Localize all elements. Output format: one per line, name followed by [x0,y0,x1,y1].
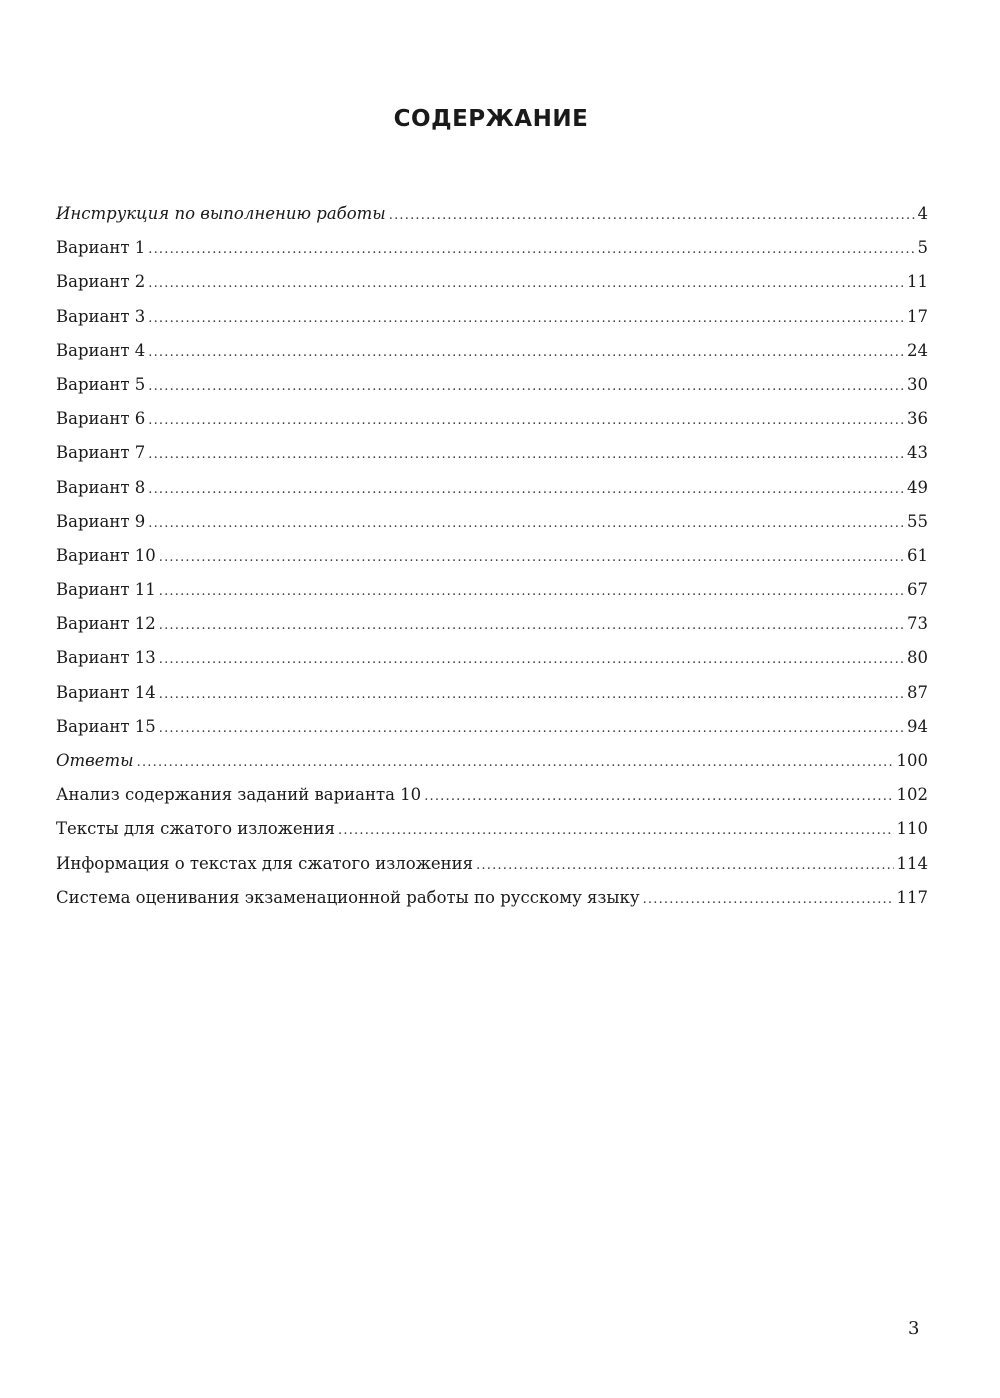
toc-entry-label: Инструкция по выполнению работы [56,204,386,223]
toc-dot-leader [148,507,904,541]
toc-entry-page: 87 [907,682,928,702]
toc-entry-label: Вариант 15 [56,716,156,736]
toc-entry-label: Вариант 7 [56,443,146,463]
toc-entry-page: 17 [907,306,928,326]
toc-entry-page: 5 [917,238,928,258]
table-of-contents [56,197,928,915]
toc-entry-label: Вариант 13 [56,648,156,668]
toc-dot-leader [148,267,904,301]
toc-entry-label: Ответы [56,751,134,770]
toc-dot-leader [159,575,904,609]
toc-dot-leader [148,473,904,507]
toc-dot-leader [159,678,904,712]
toc-entry [56,607,928,641]
toc-entry-label: Вариант 8 [56,477,146,497]
toc-entry [56,402,928,436]
toc-entry-page: 110 [896,819,928,839]
toc-entry [56,505,928,539]
toc-entry-label: Вариант 6 [56,409,146,429]
toc-dot-leader [148,302,904,336]
page-title: СОДЕРЖАНИЕ [393,106,589,132]
toc-entry-page: 94 [907,716,928,736]
toc-entry-label: Вариант 14 [56,682,156,702]
toc-entry [56,641,928,675]
toc-entry-page: 73 [907,614,928,634]
toc-entry-page: 102 [896,785,928,805]
toc-entry-page: 55 [907,511,928,531]
toc-dot-leader [148,438,904,472]
toc-entry [56,231,928,265]
toc-dot-leader [338,814,893,848]
toc-entry [56,334,928,368]
toc-entry-page: 4 [917,204,928,223]
toc-entry-label: Вариант 1 [56,238,146,258]
toc-entry [56,744,928,778]
toc-entry [56,573,928,607]
toc-entry-label: Информация о текстах для сжатого изложения [56,853,474,873]
toc-entry [56,368,928,402]
toc-entry [56,436,928,470]
toc-entry [56,710,928,744]
toc-dot-leader [424,780,893,814]
toc-entry-page: 80 [907,648,928,668]
toc-dot-leader [476,849,893,883]
toc-entry [56,812,928,846]
toc-dot-leader [148,336,904,370]
toc-entry-label: Вариант 4 [56,340,146,360]
toc-entry [56,197,928,231]
toc-entry-label: Вариант 10 [56,545,156,565]
toc-entry [56,539,928,573]
toc-entry [56,847,928,881]
toc-entry-page: 49 [907,477,928,497]
toc-entry-page: 67 [907,580,928,600]
toc-entry-page: 24 [907,340,928,360]
toc-entry-label: Вариант 11 [56,580,156,600]
toc-entry-page: 61 [907,545,928,565]
toc-entry-page: 36 [907,409,928,429]
toc-dot-leader [159,712,904,746]
page-number: 3 [908,1318,920,1339]
toc-entry-label: Система оценивания экзаменационной работы по русскому языку [56,887,640,907]
toc-dot-leader [159,609,904,643]
toc-entry-label: Вариант 3 [56,306,146,326]
toc-dot-leader [148,370,904,404]
toc-entry-page: 30 [907,374,928,394]
toc-dot-leader [643,883,894,917]
toc-entry-page: 43 [907,443,928,463]
toc-dot-leader [148,233,914,267]
toc-entry [56,265,928,299]
toc-entry-page: 11 [907,272,928,292]
toc-entry-label: Вариант 2 [56,272,146,292]
toc-dot-leader [159,541,904,575]
toc-entry [56,471,928,505]
toc-entry-label: Анализ содержания заданий варианта 10 [56,785,422,805]
toc-entry-label: Вариант 12 [56,614,156,634]
toc-entry [56,676,928,710]
toc-dot-leader [137,746,894,780]
toc-entry-page: 114 [896,853,928,873]
toc-entry [56,300,928,334]
toc-entry-label: Вариант 5 [56,374,146,394]
toc-entry [56,881,928,915]
toc-entry-page: 117 [896,887,928,907]
toc-entry-label: Вариант 9 [56,511,146,531]
toc-dot-leader [148,404,904,438]
toc-entry-page: 100 [896,751,928,770]
toc-dot-leader [159,643,904,677]
toc-dot-leader [389,199,915,233]
toc-entry [56,778,928,812]
toc-entry-label: Тексты для сжатого изложения [56,819,336,839]
